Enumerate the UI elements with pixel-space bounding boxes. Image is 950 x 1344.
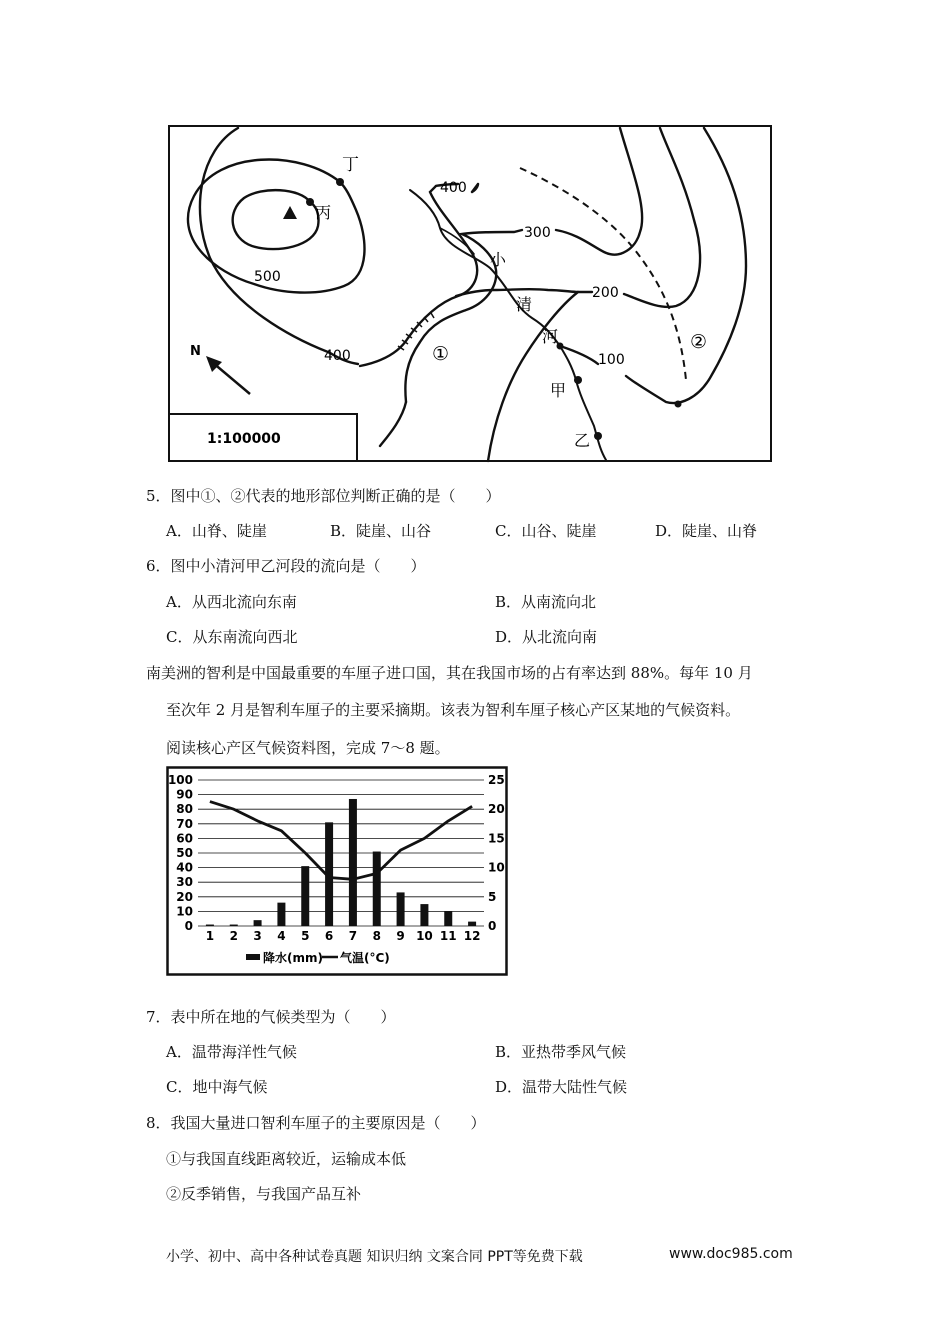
q7-option-c[interactable]: C．地中海气候 (166, 1078, 268, 1096)
contour-inner-ring (233, 190, 319, 249)
x-tick-label: 10 (416, 929, 433, 943)
point-right-bottom (675, 401, 682, 408)
left-tick-label: 70 (176, 816, 193, 831)
label-qing: 清 (516, 295, 533, 314)
passage-line-1: 南美洲的智利是中国最重要的车厘子进口国，其在我国市场的占有率达到 88%。每年 10 月 (146, 664, 753, 682)
legend-temp-label: 气温(°C) (340, 951, 390, 965)
point-ding (336, 178, 344, 186)
precip-bar (277, 903, 285, 926)
label-400-top: 400 (440, 180, 467, 196)
passage-line-3: 阅读核心产区气候资料图，完成 7～8 题。 (166, 739, 450, 757)
q7-option-b[interactable]: B．亚热带季风气候 (495, 1043, 627, 1061)
x-tick-label: 1 (205, 929, 215, 943)
precip-bar (397, 892, 405, 926)
label-xiao: 小 (490, 250, 507, 269)
right-tick-label: 10 (488, 860, 505, 875)
left-tick-label: 20 (176, 889, 193, 904)
contour-100 (626, 128, 746, 403)
right-tick-label: 0 (488, 919, 497, 933)
x-tick-label: 2 (229, 929, 238, 943)
precip-bar (301, 866, 309, 926)
label-ding: 丁 (342, 155, 359, 175)
q8-item-2: ②反季销售，与我国产品互补 (166, 1185, 362, 1203)
q6-option-a[interactable]: A．从西北流向东南 (166, 593, 297, 611)
precip-bar (254, 920, 262, 926)
x-tick-label: 5 (301, 929, 310, 943)
point-bing (306, 198, 314, 206)
marker-1: ① (432, 343, 450, 365)
right-tick-label: 15 (488, 831, 505, 846)
left-tick-label: 10 (176, 904, 193, 919)
precip-bar (420, 904, 428, 926)
x-tick-label: 3 (253, 929, 262, 943)
chart-frame (168, 768, 507, 975)
left-tick-label: 0 (184, 919, 193, 933)
q6-option-b[interactable]: B．从南流向北 (495, 593, 597, 611)
passage-line-2: 至次年 2 月是智利车厘子的主要采摘期。该表为智利车厘子核心产区某地的气候资料。 (166, 701, 741, 719)
footer-url[interactable]: www.doc985.com (669, 1246, 793, 1262)
peak-triangle-icon (283, 206, 297, 219)
q5-stem: 5．图中①、②代表的地形部位判断正确的是（ ） (146, 487, 501, 505)
precip-bar (206, 925, 214, 926)
north-label: N (190, 344, 201, 359)
precip-bar (468, 922, 476, 926)
q7-option-a[interactable]: A．温带海洋性气候 (166, 1043, 297, 1061)
left-tick-label: 90 (176, 787, 193, 802)
point-yi (594, 432, 602, 440)
left-tick-label: 60 (176, 831, 193, 846)
label-400-bottom: 400 (324, 348, 351, 364)
label-100: 100 (598, 352, 625, 368)
left-tick-label: 30 (176, 875, 193, 890)
left-tick-label: 50 (176, 846, 193, 860)
north-arrow-icon (206, 356, 250, 394)
q6-option-c[interactable]: C．从东南流向西北 (166, 628, 298, 646)
left-tick-label: 40 (176, 860, 193, 875)
label-300: 300 (524, 225, 551, 241)
scale-label: 1:100000 (207, 431, 281, 447)
contour-300-left (380, 402, 406, 446)
x-tick-label: 8 (372, 929, 381, 943)
label-500: 500 (254, 269, 281, 285)
legend-precip-swatch (246, 954, 260, 960)
label-bing: 丙 (315, 203, 332, 222)
label-200: 200 (592, 285, 619, 301)
x-tick-label: 11 (439, 929, 457, 943)
q7-stem: 7．表中所在地的气候类型为（ ） (146, 1008, 396, 1026)
label-yi: 乙 (574, 431, 591, 450)
right-tick-label: 20 (488, 802, 505, 817)
x-tick-label: 9 (396, 929, 405, 943)
q5-option-c[interactable]: C．山谷、陡崖 (495, 522, 597, 540)
river-xiaoqinghe (410, 190, 606, 460)
left-tick-label: 100 (167, 773, 193, 787)
precip-bar (444, 911, 452, 926)
q8-stem: 8．我国大量进口智利车厘子的主要原因是（ ） (146, 1114, 486, 1132)
x-tick-label: 6 (324, 929, 334, 943)
precip-bar (230, 925, 238, 926)
label-he: 河 (542, 327, 559, 346)
precip-bar (349, 799, 357, 926)
footer-text: 小学、初中、高中各种试卷真题 知识归纳 文案合同 PPT等免费下载 (166, 1249, 583, 1265)
precip-bar (373, 852, 381, 926)
climate-chart (166, 766, 510, 978)
legend-precip-label: 降水(mm) (263, 951, 323, 965)
marker-2: ② (690, 331, 708, 353)
q6-option-d[interactable]: D．从北流向南 (495, 628, 598, 646)
q5-option-a[interactable]: A．山脊、陡崖 (166, 522, 267, 540)
point-jia (574, 376, 582, 384)
q5-option-b[interactable]: B．陡崖、山谷 (330, 522, 432, 540)
dashed-line-2 (520, 168, 686, 380)
label-jia: 甲 (550, 381, 567, 400)
x-tick-label: 7 (348, 929, 358, 943)
q8-item-1: ①与我国直线距离较近，运输成本低 (166, 1150, 407, 1168)
q6-stem: 6．图中小清河甲乙河段的流向是（ ） (146, 557, 426, 575)
left-tick-label: 80 (176, 802, 193, 817)
q5-option-d[interactable]: D．陡崖、山脊 (655, 522, 758, 540)
right-tick-label: 5 (488, 889, 497, 904)
q7-option-d[interactable]: D．温带大陆性气候 (495, 1078, 628, 1096)
contour-map (0, 0, 950, 480)
x-tick-label: 12 (463, 929, 481, 943)
x-tick-label: 4 (277, 929, 286, 943)
right-tick-label: 25 (488, 773, 505, 787)
